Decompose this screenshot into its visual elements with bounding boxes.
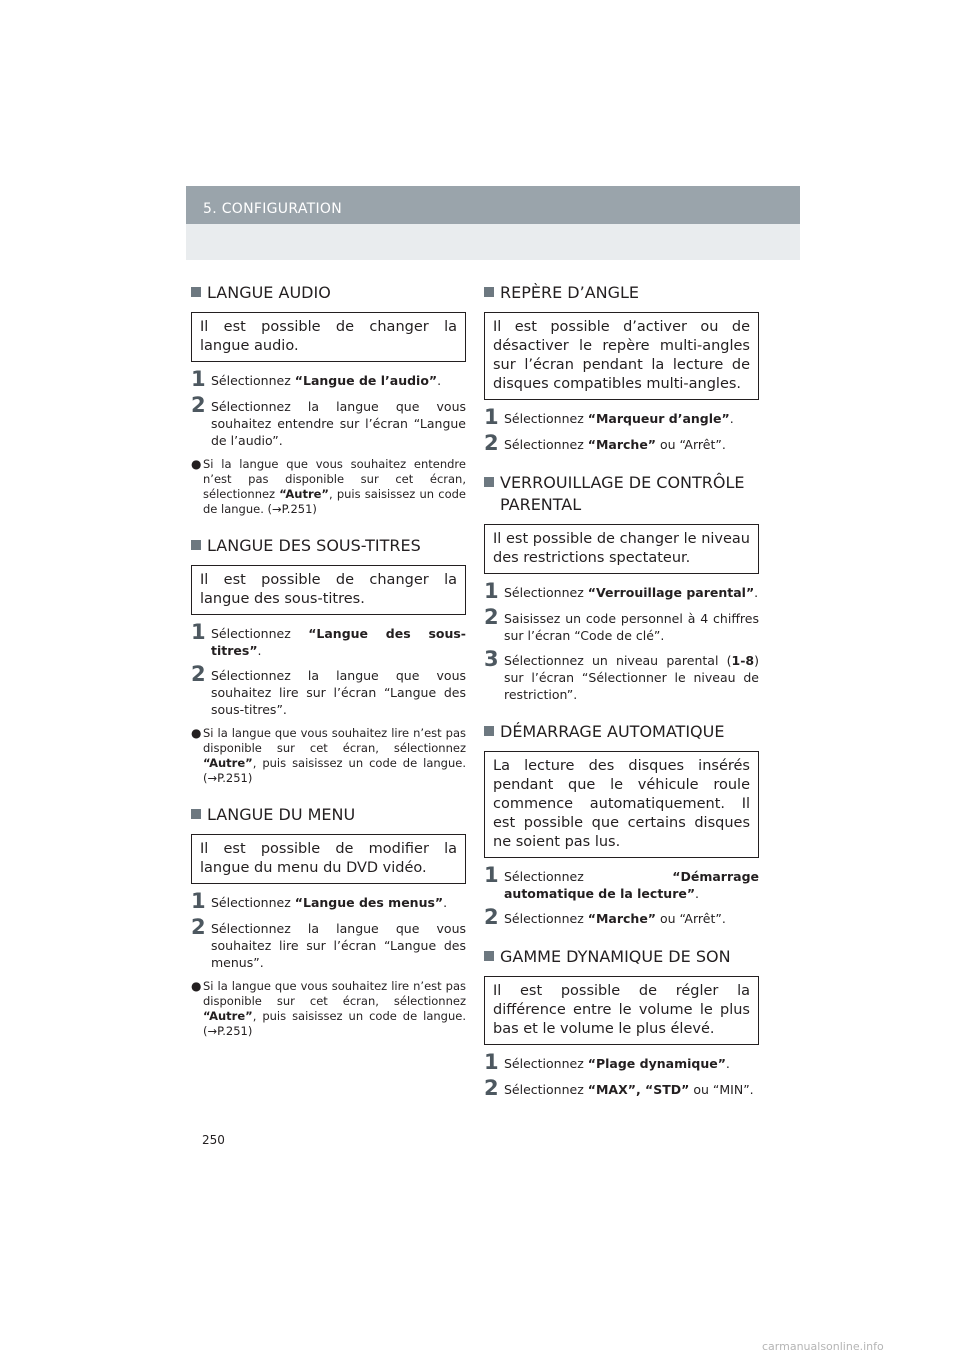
step-item — [484, 579, 759, 603]
step-text-pre: Sélectionnez — [504, 437, 588, 452]
section-title — [484, 721, 759, 743]
note-text-bold: “Autre” — [203, 1009, 253, 1023]
step-text-bold: “Démarrage automatique de la lecture” — [504, 869, 759, 901]
step-item — [484, 1050, 759, 1074]
bullet-icon: ● — [191, 726, 202, 740]
note-text — [203, 457, 466, 517]
step-number: 1 — [484, 863, 499, 887]
section-title-text: LANGUE DES SOUS-TITRES — [207, 536, 421, 555]
step-text-pre: Sélectionnez — [211, 626, 309, 641]
step-text — [211, 920, 466, 971]
step-item — [484, 405, 759, 429]
note-text-pre: Si la langue que vous souhaitez entendre n’est pas disponible sur cet écran, sélectionnez — [203, 457, 466, 501]
info-box: Il est possible de modifier la langue du menu du DVD vidéo. — [191, 834, 466, 884]
step-text-pre: Sélectionnez la langue que vous souhaitez entendre sur l’écran “Langue de l’audio”. — [211, 399, 466, 448]
section — [191, 535, 466, 786]
info-box: Il est possible de changer le niveau des restrictions spectateur. — [484, 524, 759, 574]
step-text-bold: 1-8 — [731, 653, 755, 668]
step-text-post: ou “Arrêt”. — [656, 437, 726, 452]
step-text-pre: Sélectionnez — [504, 869, 673, 884]
square-bullet-icon — [484, 951, 494, 961]
step-text-pre: Sélectionnez — [504, 1082, 588, 1097]
step-text-post: . — [754, 585, 759, 600]
step-item — [191, 620, 466, 659]
step-text-bold: “Langue des sous-titres” — [211, 626, 466, 658]
step-text-bold: “Langue des menus” — [294, 895, 444, 910]
step-item — [191, 367, 466, 391]
step-text — [504, 610, 759, 644]
note-text-post: , puis saisissez un code de langue. (→P.251) — [203, 487, 466, 516]
right-column — [484, 282, 759, 1117]
step-text — [504, 868, 759, 902]
note-text-bold: “Autre” — [203, 756, 253, 770]
section-title-text: VERROUILLAGE DE CONTRÔLE PARENTAL — [500, 473, 745, 514]
step-text — [504, 410, 759, 427]
step-text-post: ou “MIN”. — [689, 1082, 754, 1097]
step-text-bold: “MAX”, “STD” — [587, 1082, 690, 1097]
step-text-post: . — [725, 1056, 730, 1071]
step-number: 1 — [484, 579, 499, 603]
page-number: 250 — [202, 1133, 225, 1147]
section-title-text: REPÈRE D’ANGLE — [500, 283, 640, 302]
step-text-pre: Sélectionnez la langue que vous souhaitez lire sur l’écran “Langue des menus”. — [211, 921, 466, 970]
step-text-pre: Sélectionnez — [504, 911, 588, 926]
section-title-text: LANGUE DU MENU — [207, 805, 356, 824]
section-title — [484, 282, 759, 304]
note-text — [203, 726, 466, 786]
step-item — [484, 647, 759, 703]
step-text-bold: “Langue de l’audio” — [294, 373, 438, 388]
step-text-post: ) sur l’écran “Sélectionner le niveau de restriction”. — [504, 653, 759, 702]
step-item — [484, 605, 759, 644]
note-text-post: , puis saisissez un code de langue. (→P.251) — [203, 756, 466, 785]
step-text-pre: Sélectionnez — [211, 373, 295, 388]
step-number: 1 — [484, 405, 499, 429]
step-text — [211, 625, 466, 659]
left-column — [191, 282, 466, 1057]
step-text — [211, 667, 466, 718]
step-number: 2 — [191, 393, 206, 417]
info-box: La lecture des disques insérés pendant que le véhicule roule commence automatiquement. Il est possible que certains disques ne soient pas lus. — [484, 751, 759, 858]
watermark: carmanualsonline.info — [762, 1340, 884, 1353]
section-title — [484, 472, 759, 516]
section — [484, 472, 759, 703]
step-item — [484, 905, 759, 929]
info-box: Il est possible de régler la différence entre le volume le plus bas et le volume le plus élevé. — [484, 976, 759, 1045]
info-box: Il est possible de changer la langue des sous-titres. — [191, 565, 466, 615]
section-title-text: LANGUE AUDIO — [207, 283, 331, 302]
step-text-pre: Sélectionnez — [504, 411, 588, 426]
step-item — [191, 889, 466, 913]
step-text-post: . — [443, 895, 448, 910]
step-text-pre: Sélectionnez la langue que vous souhaitez lire sur l’écran “Langue des sous-titres”. — [211, 668, 466, 717]
header-band — [186, 224, 800, 260]
step-text-bold: “Marche” — [587, 437, 657, 452]
step-text — [504, 584, 759, 601]
section-title — [191, 804, 466, 826]
step-item — [484, 1076, 759, 1100]
square-bullet-icon — [191, 287, 201, 297]
step-item — [191, 662, 466, 718]
step-number: 2 — [484, 905, 499, 929]
section — [484, 946, 759, 1099]
section-title — [484, 946, 759, 968]
section — [191, 282, 466, 517]
bullet-icon: ● — [191, 457, 202, 471]
note-text — [203, 979, 466, 1039]
step-text-pre: Sélectionnez — [211, 895, 295, 910]
step-text-bold: “Marche” — [587, 911, 657, 926]
step-text-post: . — [729, 411, 734, 426]
step-number: 2 — [484, 1076, 499, 1100]
step-text — [211, 398, 466, 449]
step-number: 1 — [191, 367, 206, 391]
step-text-pre: Sélectionnez — [504, 1056, 588, 1071]
step-text-pre: Sélectionnez — [504, 585, 588, 600]
square-bullet-icon — [191, 809, 201, 819]
step-item — [191, 915, 466, 971]
step-text — [504, 910, 759, 927]
note-text-pre: Si la langue que vous souhaitez lire n’est pas disponible sur cet écran, sélectionnez — [203, 979, 466, 1008]
section-title — [191, 535, 466, 557]
square-bullet-icon — [484, 477, 494, 487]
step-text — [211, 894, 466, 911]
section — [191, 804, 466, 1039]
info-box: Il est possible de changer la langue audio. — [191, 312, 466, 362]
step-text-bold: “Marqueur d’angle” — [587, 411, 730, 426]
square-bullet-icon — [191, 540, 201, 550]
step-text — [211, 372, 466, 389]
bullet-icon: ● — [191, 979, 202, 993]
step-item — [484, 431, 759, 455]
step-item — [484, 863, 759, 902]
step-number: 2 — [484, 605, 499, 629]
section — [484, 282, 759, 454]
step-number: 2 — [191, 662, 206, 686]
note-text-pre: Si la langue que vous souhaitez lire n’est pas disponible sur cet écran, sélectionnez — [203, 726, 466, 755]
step-number: 2 — [191, 915, 206, 939]
step-number: 1 — [484, 1050, 499, 1074]
step-text-bold: “Verrouillage parental” — [587, 585, 755, 600]
step-text — [504, 436, 759, 453]
step-number: 2 — [484, 431, 499, 455]
step-text — [504, 652, 759, 703]
step-text-bold: “Plage dynamique” — [587, 1056, 726, 1071]
section-title-text: DÉMARRAGE AUTOMATIQUE — [500, 722, 725, 741]
note-item — [191, 726, 466, 786]
step-text-pre: Sélectionnez un niveau parental ( — [504, 653, 732, 668]
step-number: 1 — [191, 889, 206, 913]
step-number: 1 — [191, 620, 206, 644]
step-text — [504, 1081, 759, 1098]
square-bullet-icon — [484, 726, 494, 736]
step-item — [191, 393, 466, 449]
step-text-pre: Saisissez un code personnel à 4 chiffres sur l’écran “Code de clé”. — [504, 611, 759, 643]
section-title — [191, 282, 466, 304]
step-text-post: . — [257, 643, 262, 658]
section-title-text: GAMME DYNAMIQUE DE SON — [500, 947, 731, 966]
note-text-post: , puis saisissez un code de langue. (→P.251) — [203, 1009, 466, 1038]
info-box: Il est possible d’activer ou de désactiver le repère multi-angles sur l’écran pendant la lecture de disques compatibles multi-angles. — [484, 312, 759, 400]
step-text — [504, 1055, 759, 1072]
step-text-post: ou “Arrêt”. — [656, 911, 726, 926]
step-number: 3 — [484, 647, 499, 671]
note-text-bold: “Autre” — [279, 487, 329, 501]
note-item — [191, 979, 466, 1039]
note-item — [191, 457, 466, 517]
square-bullet-icon — [484, 287, 494, 297]
section — [484, 721, 759, 928]
step-text-post: . — [437, 373, 442, 388]
chapter-title: 5. CONFIGURATION — [203, 201, 342, 217]
step-text-post: . — [695, 886, 700, 901]
